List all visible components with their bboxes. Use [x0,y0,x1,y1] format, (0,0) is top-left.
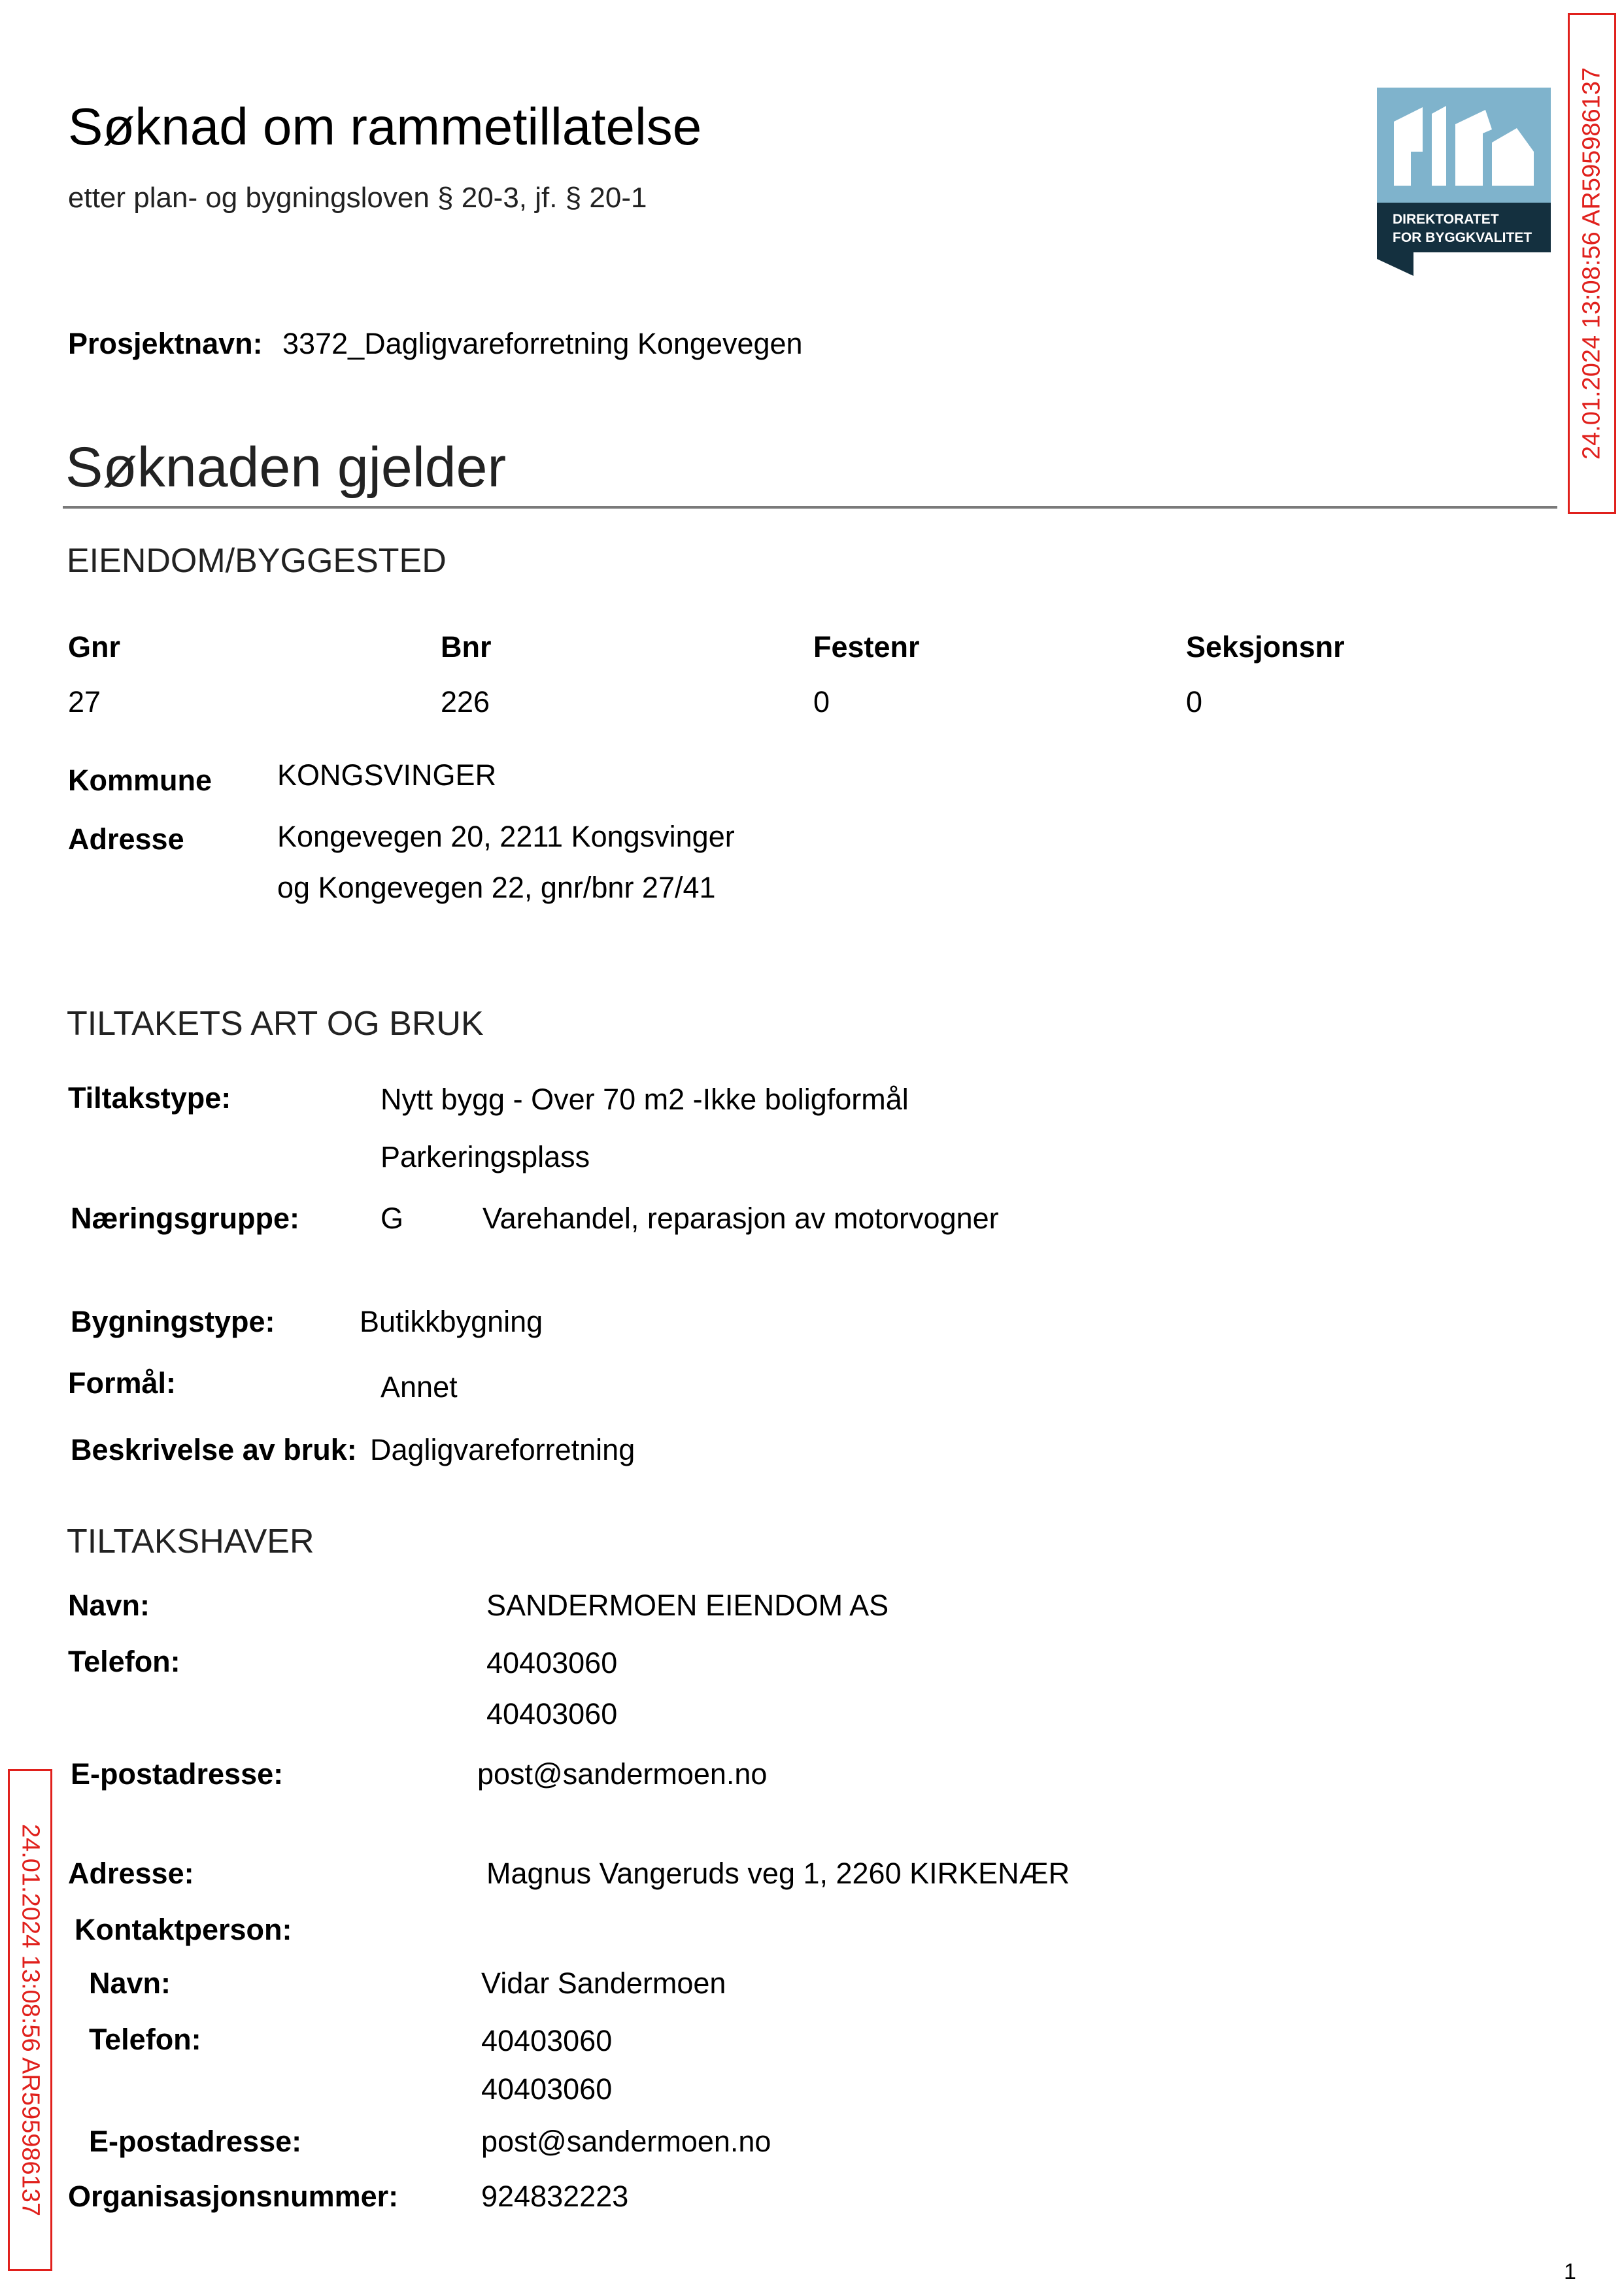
formal-label: Formål: [68,1366,177,1400]
naeringsgruppe-value: Varehandel, reparasjon av motorvogner [482,1202,999,1235]
tiltakstype-value-2: Parkeringsplass [381,1140,590,1173]
bygningstype-value: Butikkbygning [360,1305,543,1338]
property-heading: EIENDOM/BYGGESTED [67,542,447,580]
dibk-logo-icon [1377,88,1551,276]
epost-label: E-postadresse: [71,1757,284,1791]
adresse-label: Adresse [68,822,184,856]
timestamp-stamp-bottom [8,1769,52,2271]
festenr-value: 0 [813,685,830,718]
kontakt-epost-label: E-postadresse: [89,2125,302,2158]
navn-label: Navn: [68,1589,150,1622]
telefon-value-2: 40403060 [486,1697,618,1730]
kontakt-telefon-label: Telefon: [89,2023,201,2056]
stamp-text-bottom: 24.01.2024 13:08:56 AR595986137 [16,1823,44,2217]
dibk-logo [1377,88,1551,276]
page-number: 1 [1564,2259,1576,2284]
telefon-value-1: 40403060 [486,1646,618,1679]
adresse-line1: Kongevegen 20, 2211 Kongsvinger [277,820,735,853]
stamp-text-top: 24.01.2024 13:08:56 AR595986137 [1578,67,1606,460]
kontakt-epost-value: post@sandermoen.no [481,2125,771,2158]
section-divider [63,506,1557,509]
orgnr-value: 924832223 [481,2180,629,2213]
kontakt-telefon-value-2: 40403060 [481,2072,613,2106]
kontakt-navn-value: Vidar Sandermoen [481,1966,726,2000]
beskrivelse-value: Dagligvareforretning [370,1433,635,1466]
logo-line2: FOR BYGGKVALITET [1393,230,1532,245]
project-name-label: Prosjektnavn: [68,327,263,360]
timestamp-stamp-top [1568,13,1616,514]
formal-value: Annet [381,1370,458,1404]
logo-line1: DIREKTORATET [1393,212,1499,227]
bygningstype-label: Bygningstype: [71,1305,275,1338]
th-adresse-label: Adresse: [68,1857,194,1890]
kontakt-telefon-value-1: 40403060 [481,2024,613,2057]
naeringsgruppe-code: G [381,1202,404,1235]
col-bnr-label: Bnr [441,630,492,664]
tiltakshaver-heading: TILTAKSHAVER [67,1523,314,1560]
page-title: Søknad om rammetillatelse [68,97,702,156]
naeringsgruppe-label: Næringsgruppe: [71,1202,300,1235]
col-gnr-label: Gnr [68,630,121,664]
seksjonsnr-value: 0 [1186,685,1203,718]
project-name-value: 3372_Dagligvareforretning Kongevegen [282,327,803,360]
adresse-line2: og Kongevegen 22, gnr/bnr 27/41 [277,871,716,904]
kontaktperson-label: Kontaktperson: [75,1913,292,1946]
th-adresse-value: Magnus Vangeruds veg 1, 2260 KIRKENÆR [486,1857,1070,1890]
kommune-value: KONGSVINGER [277,758,497,792]
gnr-value: 27 [68,685,101,718]
navn-value: SANDERMOEN EIENDOM AS [486,1589,889,1622]
epost-value: post@sandermoen.no [477,1757,768,1791]
beskrivelse-label: Beskrivelse av bruk: [71,1433,357,1466]
page-subtitle: etter plan- og bygningsloven § 20-3, jf. § 20-1 [68,182,647,214]
telefon-label: Telefon: [68,1645,180,1678]
tiltakstype-label: Tiltakstype: [68,1081,231,1115]
section-heading: Søknaden gjelder [65,436,507,499]
kontakt-navn-label: Navn: [89,1966,171,2000]
kommune-label: Kommune [68,764,212,797]
col-festenr-label: Festenr [813,630,920,664]
bnr-value: 226 [441,685,490,718]
tiltak-heading: TILTAKETS ART OG BRUK [67,1005,484,1043]
orgnr-label: Organisasjonsnummer: [68,2180,399,2213]
col-seksjonsnr-label: Seksjonsnr [1186,630,1345,664]
tiltakstype-value-1: Nytt bygg - Over 70 m2 -Ikke boligformål [381,1083,909,1116]
